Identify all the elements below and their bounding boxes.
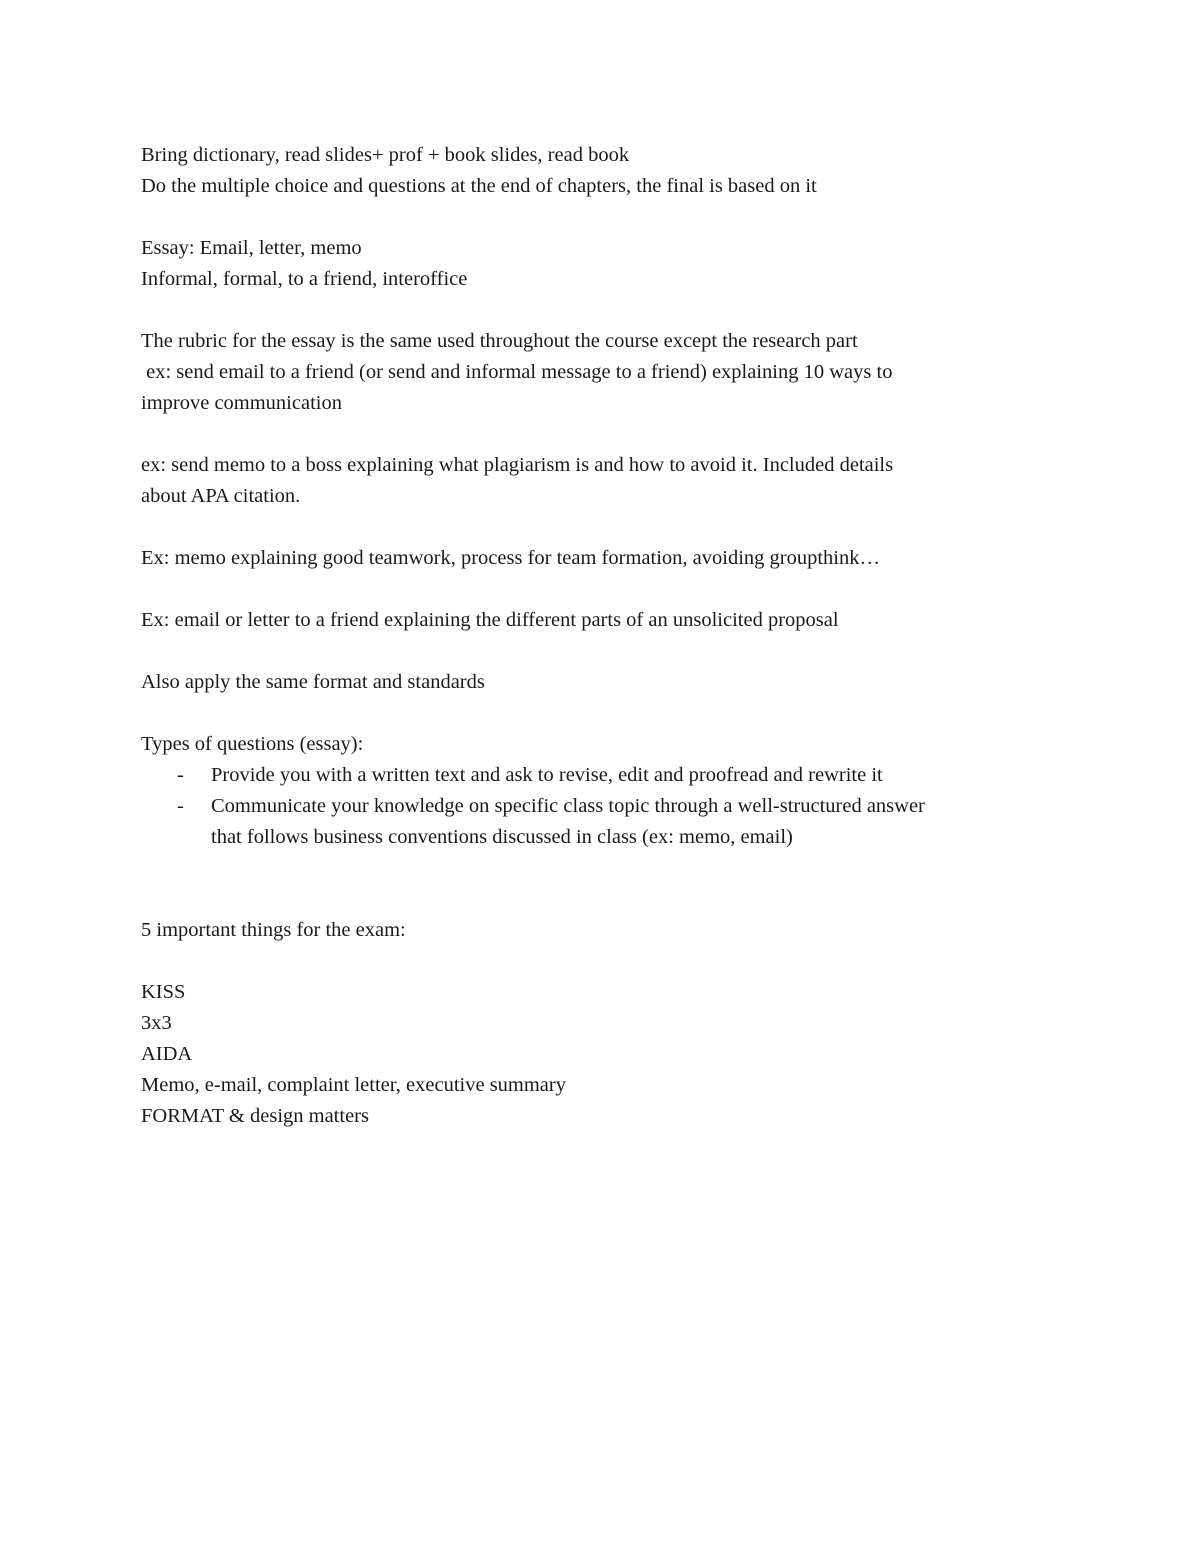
blank-line xyxy=(141,853,1041,884)
blank-line xyxy=(141,512,1041,543)
list-item: AIDA xyxy=(141,1043,193,1065)
section-heading: Types of questions (essay): xyxy=(141,733,364,755)
blank-line xyxy=(141,698,1041,729)
blank-line xyxy=(141,202,1041,233)
blank-line xyxy=(141,884,1041,915)
text-line: Do the multiple choice and questions at the end of chapters, the final is based on it xyxy=(141,175,817,197)
blank-line xyxy=(141,574,1041,605)
text-line: Ex: email or letter to a friend explaining the different parts of an unsolicited proposal xyxy=(141,609,839,631)
list-item: 3x3 xyxy=(141,1012,172,1034)
text-line: improve communication xyxy=(141,392,342,414)
list-item: FORMAT & design matters xyxy=(141,1105,369,1127)
list-item-text: that follows business conventions discussed in class (ex: memo, email) xyxy=(211,826,793,848)
text-line: Essay: Email, letter, memo xyxy=(141,237,362,259)
text-line: about APA citation. xyxy=(141,485,301,507)
text-line: Bring dictionary, read slides+ prof + book slides, read book xyxy=(141,144,630,166)
text-line: ex: send email to a friend (or send and informal message to a friend) explaining 10 ways to xyxy=(141,361,893,383)
blank-line xyxy=(141,636,1041,667)
text-line: Also apply the same format and standards xyxy=(141,671,485,693)
list-item: Memo, e-mail, complaint letter, executive summary xyxy=(141,1074,566,1096)
list-item: KISS xyxy=(141,981,186,1003)
blank-line xyxy=(141,295,1041,326)
list-item xyxy=(141,791,1041,853)
text-line: Informal, formal, to a friend, interoffice xyxy=(141,268,468,290)
text-line: ex: send memo to a boss explaining what plagiarism is and how to avoid it. Included details xyxy=(141,454,894,476)
bullet-dash: - xyxy=(177,795,184,817)
text-line: The rubric for the essay is the same used throughout the course except the research part xyxy=(141,330,858,352)
bullet-list xyxy=(141,760,1041,853)
section-heading: 5 important things for the exam: xyxy=(141,919,406,941)
list-item xyxy=(141,760,1041,791)
text-line: Ex: memo explaining good teamwork, process for team formation, avoiding groupthink… xyxy=(141,547,880,569)
document-body xyxy=(141,140,1041,1132)
blank-line xyxy=(141,419,1041,450)
blank-line xyxy=(141,946,1041,977)
bullet-dash: - xyxy=(177,764,184,786)
list-item-text: Communicate your knowledge on specific class topic through a well-structured answer xyxy=(211,795,925,817)
list-item-text: Provide you with a written text and ask to revise, edit and proofread and rewrite it xyxy=(211,764,883,786)
